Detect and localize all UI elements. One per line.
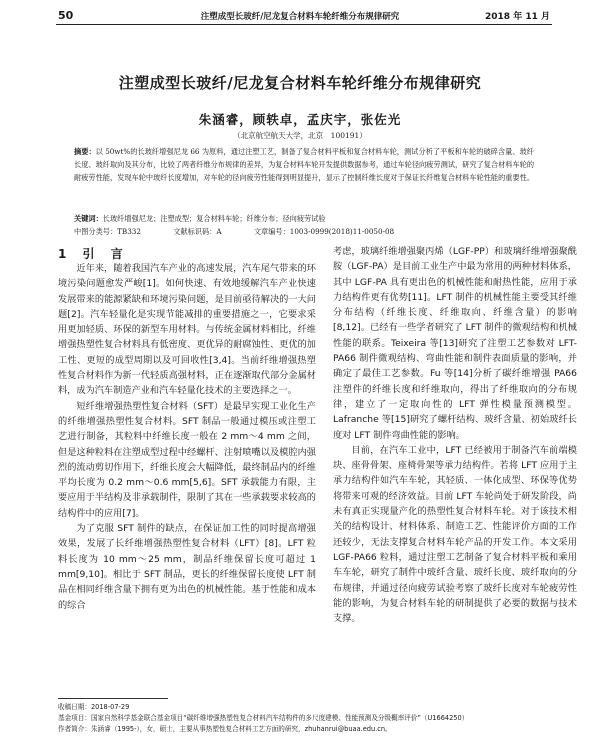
document-code: 文献标识码：A <box>173 227 222 236</box>
keywords-label: 关键词： <box>74 214 103 223</box>
received-date: 收稿日期：2018-07-29 <box>58 703 130 711</box>
body-paragraph: 短纤维增强热塑性复合材料（SFT）是最早实现工业化生产的纤维增强热塑性复合材料。SFT 制品一般通过模压或注塑工艺进行制备，其粒料中纤维长度一般在 2 mm～4 mm 之间，但是这种粒料在注塑成型过程中经螺杆、注射喷嘴以及模腔内强烈的流动剪切作用下，纤维长度会大幅降低，最终制品内的纤维平均长度为 0.2 mm～0.6 mm[5,6]。SFT 承载能力有限，主要应用于半结构及非承载制件，限制了其在一些承载要求较高的结构件中的应用[7]。 <box>58 400 316 519</box>
author-bio: 作者简介：朱涵睿（1995-），女，硕士，主要从事热塑性复合材料工艺方面的研究，zhuhanrui@buaa.edu.cn。 <box>58 725 392 733</box>
issue-date: 2018 年 11 月 <box>485 12 550 22</box>
abstract-text: 以 50wt%的长玻纤增强尼龙 66 为原料，通过注塑工艺，制备了复合材料平板和复合材料车轮，测试分析了平板和车轮的破碎含量、玻纤长度、玻纤取向及其分布，比较了两者纤维分布规律的差异，为复合材料车轮开发提供数据参考，通过车轮径向疲劳测试，研究了复合材料车轮的耐疲劳性能，发现车轮中玻纤长度增加，对车轮的径向疲劳性能得到明显提升，显示了控制纤维长度对于保证长纤维复合材料车轮性能的重要性。 <box>74 147 535 182</box>
body-paragraph: 目前，在汽车工业中，LFT 已经被用于制备汽车前端模块、座骨骨架、座椅骨架等承力结构件。若将 LFT 应用于主承力结构件如汽车车轮，其轻质、一体化成型、环保等优势将带来可观的经济效益。目前 LFT 车轮尚处于研发阶段，尚未有真正实现量产化的热塑性复合材料车轮。对于该技术相关的结构设计、材料体系、制造工艺、性能评价方面的工作还较少，无法支撑复合材料车轮产品的开发工作。本文采用 LGF-PA66 粒料，通过注塑工艺制备了复合材料平板和乘用车车轮，研究了制件中玻纤含量、玻纤长度、玻纤取向的分布规律，并通过径向疲劳试验考察了玻纤长度对车轮疲劳性能的影响，为复合材料车轮的研制提供了必要的数据与技术支撑。 <box>333 444 577 625</box>
page-number: 50 <box>58 9 74 22</box>
abstract <box>74 145 534 184</box>
clc-number: 中图分类号：TB332 <box>74 227 141 236</box>
keywords <box>74 213 534 225</box>
running-title: 注塑成型长玻纤/尼龙复合材料车轮纤维分布规律研究 <box>200 12 400 22</box>
running-header <box>0 0 600 30</box>
article-number: 文章编号：1003-0999(2018)11-0050-08 <box>253 227 395 236</box>
funding-note: 基金项目：国家自然科学基金联合基金项目“碳纤维增强热塑性复合材料汽车结构件的多尺度建模、性能预测及分级概率评价”（U1664250） <box>58 714 469 722</box>
footnote-block <box>58 698 578 735</box>
section-heading: 1 引 言 <box>58 247 129 261</box>
body-paragraph: 近年来，随着我国汽车产业的高速发展，汽车尾气带来的环境污染问题愈发严峻[1]。如何快速、有效地缓解汽车产业快速发展带来的能源紧缺和环境污染问题，是目前亟待解决的一大问题[2]。汽车轻量化是实现节能减排的重要措施之一，它要求采用更加轻质、环保的新型车用材料。与传统金属材料相比，纤维增强热塑性复合材料具有低密度、更优异的耐腐蚀性、更优的加工性、更短的成型周期以及可回收性[3,4]。当前纤维增强热塑性复合材料作为新一代轻质高强材料，正在逐渐取代部分金属材料，成为汽车制造产业和汽车轻量化技术的主要选择之一。 <box>58 263 316 397</box>
affiliation: （北京航空航天大学，北京 100191） <box>233 131 367 140</box>
keywords-text: 长玻纤增强尼龙；注塑成型；复合材料车轮；纤维分布；径向疲劳试验 <box>102 214 326 223</box>
right-column <box>333 244 577 626</box>
body-paragraph: 为了克服 SFT 制件的缺点，在保证加工性的同时提高增强效果，发展了长纤维增强热塑性复合材料（LFT）[8]。LFT 粒料长度为 10 mm～25 mm，制品纤维保留长度可超过 1 mm[9,10]。相比于 SFT 制品，更长的纤维保留长度使 LFT 制品在相同纤维含量下拥有更为出色的机械性能。基于性能和成本的综合 <box>58 523 316 611</box>
footnote-rule <box>58 698 168 699</box>
body-paragraph-continued: 考虑，玻璃纤维增强聚丙烯（LGF-PP）和玻璃纤维增强聚酰胺（LGF-PA）是目前工业生产中最为常用的两种材料体系，其中 LGF-PA 具有更出色的机械性能和耐热性能，应用于承力结构件更有优势[11]。LFT 制件的机械性能主要受其纤维分布结构（纤维长度、纤维取向、纤维含量）的影响[8,12]。已经有一些学者研究了 LFT 制件的微观结构和机械性能的联系。Teixeira 等[13]研究了注塑工艺参数对 LFT-PA66 制件微观结构、弯曲性能和制件表面质量的影响，并确定了最佳工艺参数。Fu 等[14]分析了碳纤维增强 PA66 注塑件的纤维长度和纤维取向，得出了纤维取向的分布规律，建立了一定取向性的 LFT 弹性模量预测模型。Lafranche 等[15]研究了螺杆结构、玻纤含量、初始玻纤长度对 LFT 制件弯曲性能的影响。 <box>333 246 577 441</box>
author-list: 朱涵睿，顾轶卓，孟庆宇，张佐光 <box>198 112 402 127</box>
left-column <box>58 261 316 613</box>
classification-line <box>74 227 534 237</box>
header-rule <box>56 24 552 25</box>
abstract-label: 摘要： <box>74 147 96 156</box>
paper-title: 注塑成型长玻纤/尼龙复合材料车轮纤维分布规律研究 <box>118 74 482 92</box>
